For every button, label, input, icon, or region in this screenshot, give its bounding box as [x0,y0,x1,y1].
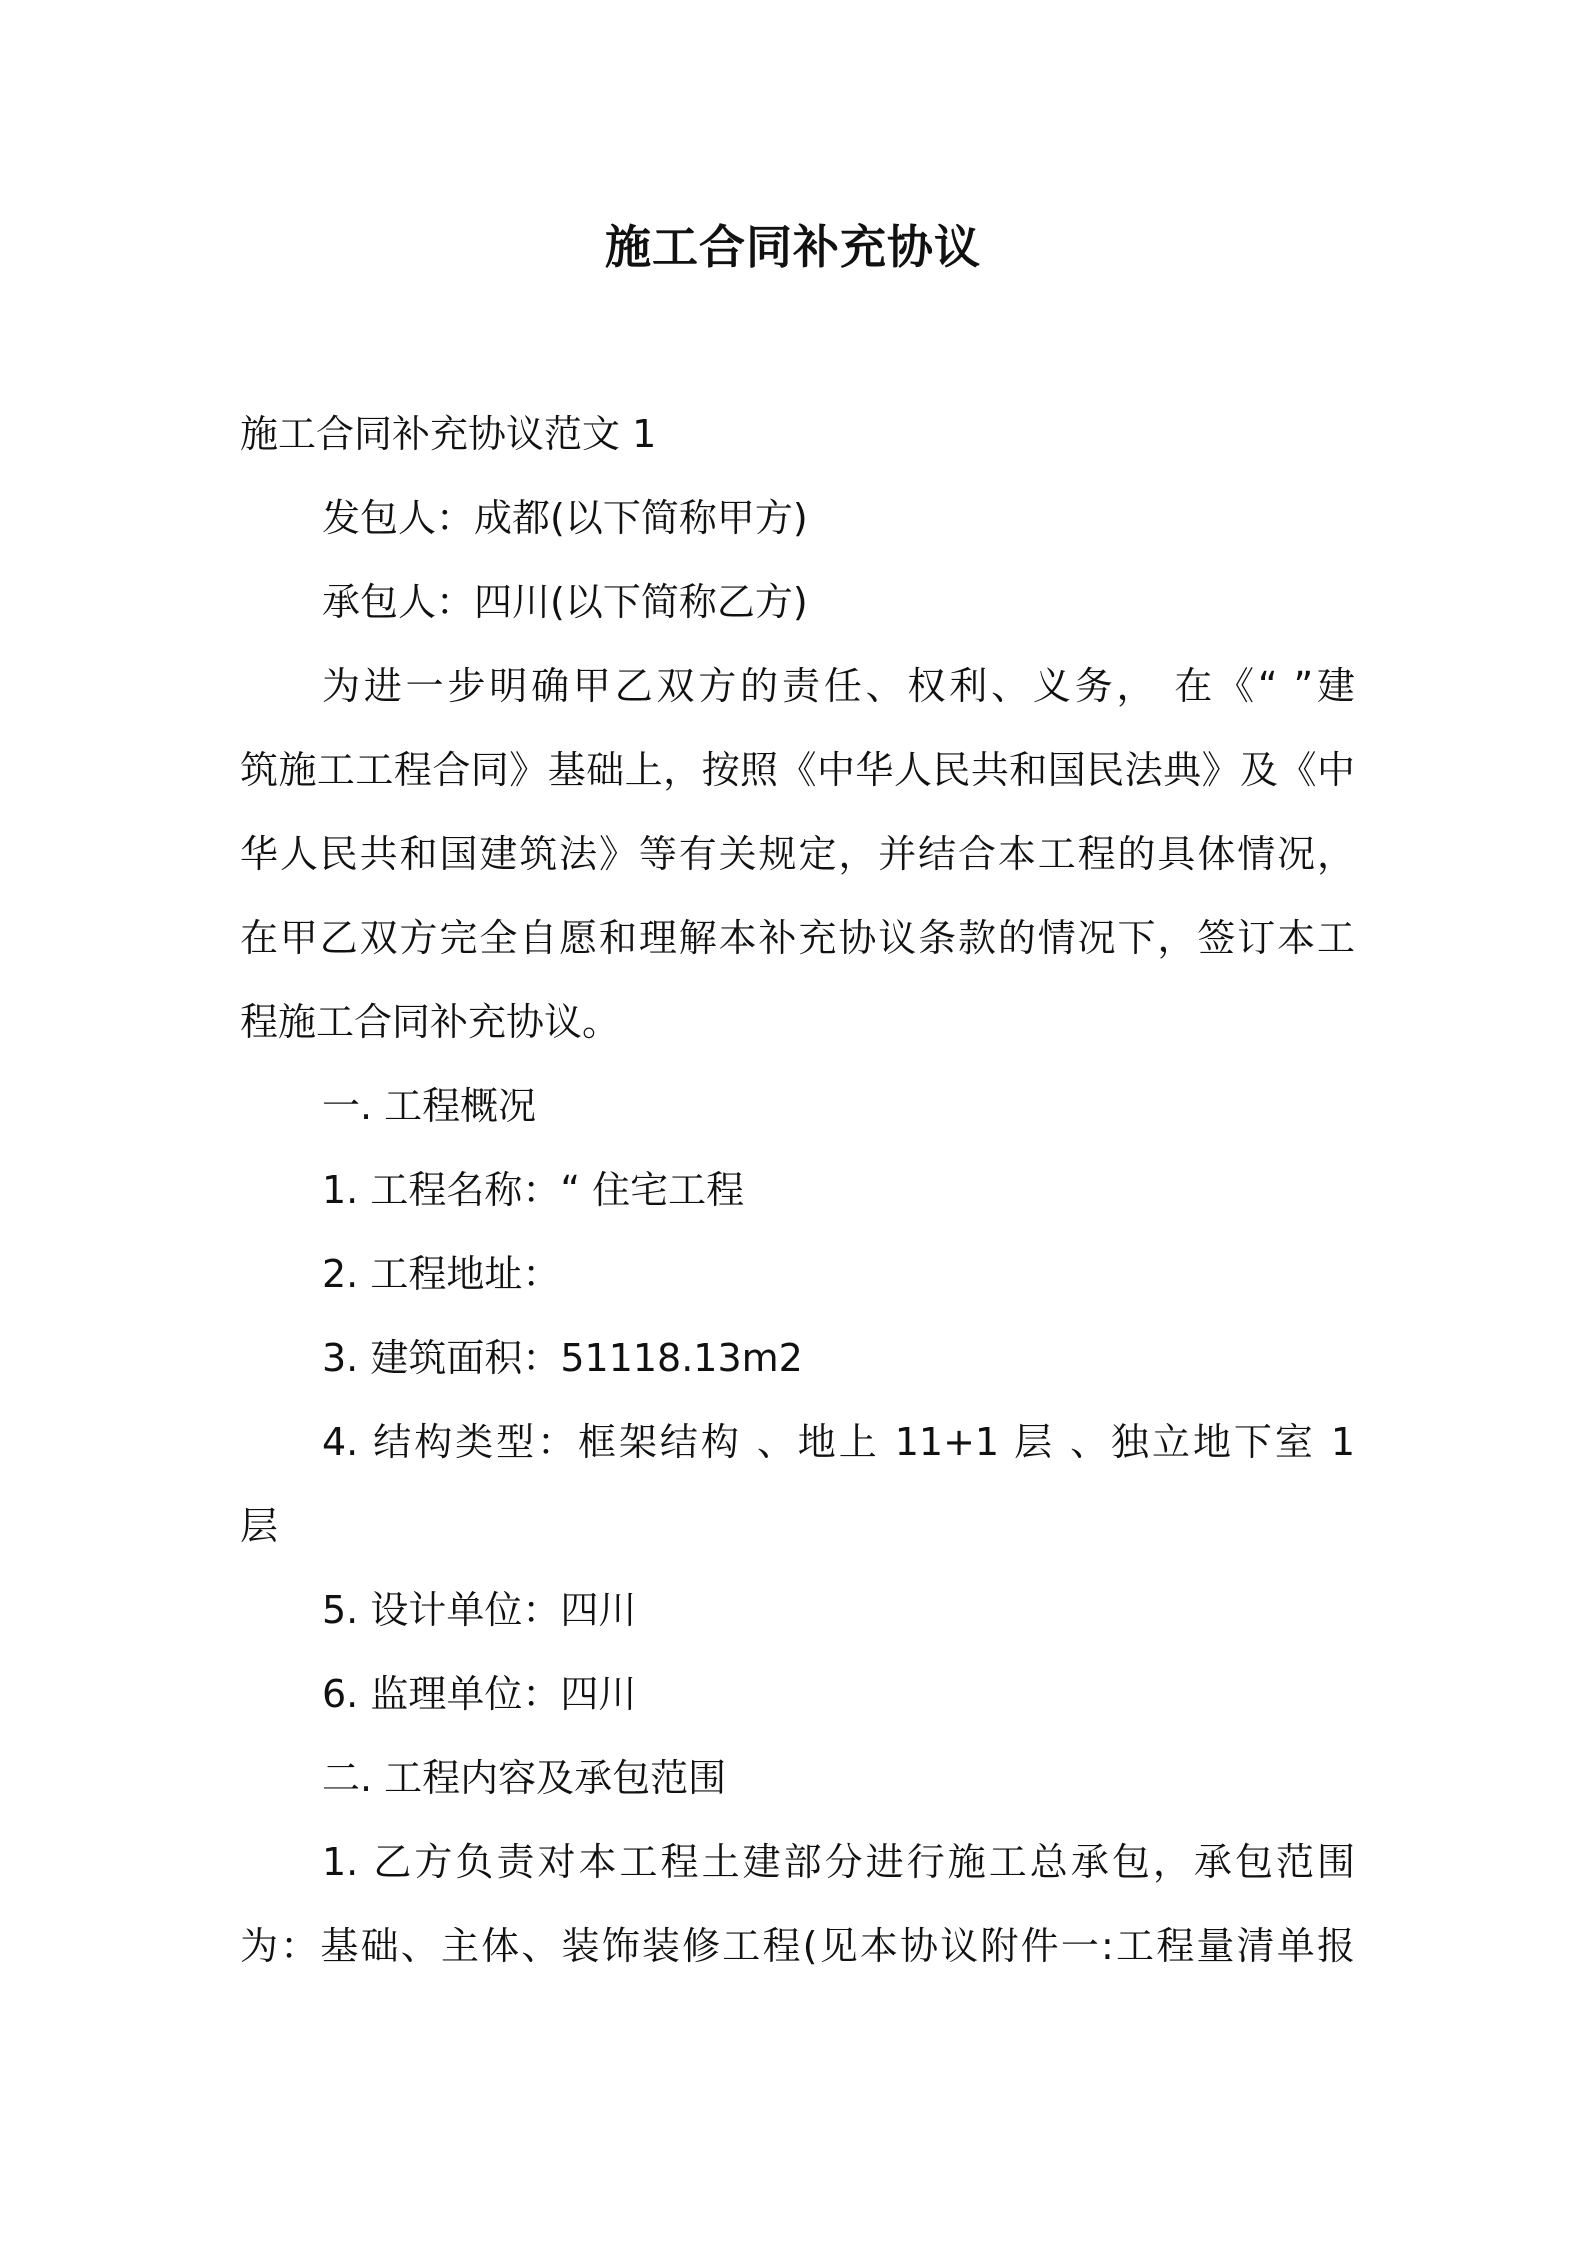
scope-paragraph-line: 1. 乙方负责对本工程土建部分进行施工总承包，承包范围 [322,1840,1355,1884]
intro-paragraph-line: 筑施工工程合同》基础上，按照《中华人民共和国民法典》及《中 [240,748,1355,792]
section-heading-scope: 二. 工程内容及承包范围 [322,1756,727,1800]
intro-paragraph-line: 华人民共和国建筑法》等有关规定，并结合本工程的具体情况， [240,832,1355,876]
overview-item-project-name: 1. 工程名称：“ 住宅工程 [322,1168,745,1212]
overview-item-structure-type: 4. 结构类型：框架结构 、地上 11+1 层 、独立地下室 1 [322,1420,1355,1464]
scope-paragraph-line: 为：基础、主体、装饰装修工程(见本协议附件一:工程量清单报 [240,1924,1355,1968]
document-subtitle: 施工合同补充协议范文 1 [240,412,657,456]
overview-item-supervision-unit: 6. 监理单位：四川 [322,1672,637,1716]
document-title: 施工合同补充协议 [605,220,981,274]
overview-item-project-address: 2. 工程地址： [322,1252,561,1296]
intro-paragraph-line: 在甲乙双方完全自愿和理解本补充协议条款的情况下，签订本工 [240,916,1355,960]
intro-paragraph-line: 程施工合同补充协议。 [240,1000,621,1044]
section-heading-overview: 一. 工程概况 [322,1084,537,1128]
overview-item-structure-type-cont: 层 [240,1504,279,1548]
contractor-line: 承包人：四川(以下简称乙方) [322,580,808,624]
employer-line: 发包人：成都(以下简称甲方) [322,496,808,540]
overview-item-design-unit: 5. 设计单位：四川 [322,1588,637,1632]
intro-paragraph-line: 为进一步明确甲乙双方的责任、权利、义务， 在《“ ”建 [322,664,1355,708]
overview-item-building-area: 3. 建筑面积：51118.13m2 [322,1336,803,1380]
